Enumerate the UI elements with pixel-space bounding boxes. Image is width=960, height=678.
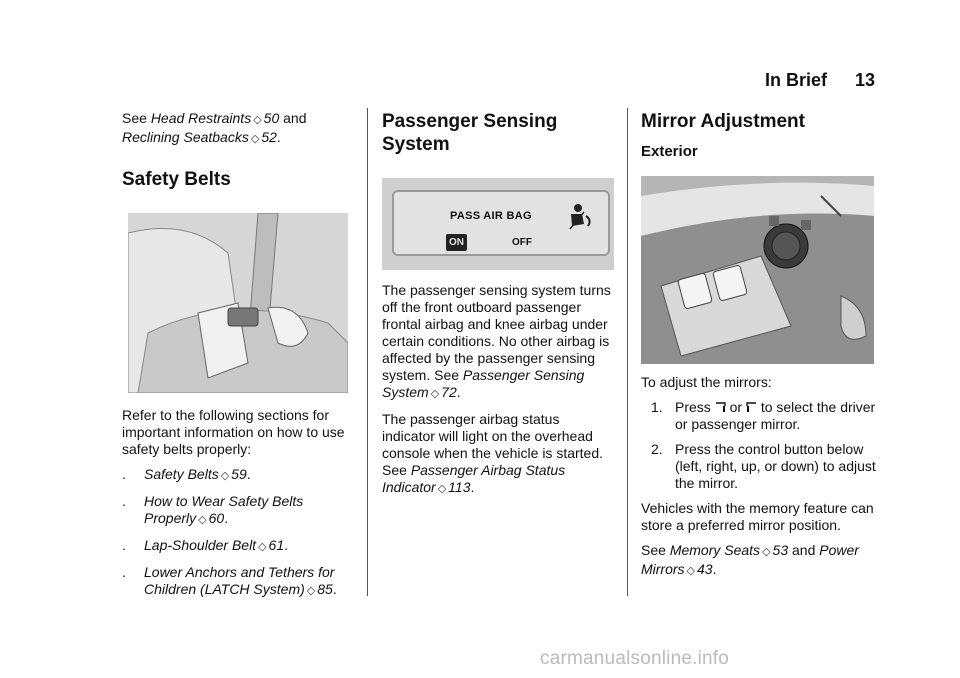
ref-link[interactable]: How to Wear Safety Belts Properly [144,493,304,526]
ref-link[interactable]: Safety Belts [144,466,219,482]
body-paragraph: Vehicles with the memory feature can store a preferred mirror position. [641,500,874,533]
page-ref-icon: ◇ [430,388,440,400]
page-ref-icon: ◇ [198,514,207,526]
panel-off-indicator: OFF [512,237,532,248]
section-title: In Brief [764,70,827,90]
indicator-panel [392,190,610,256]
instruction-text: To adjust the mirrors: [641,374,772,390]
page-ref-icon: ◇ [220,470,230,482]
page-ref[interactable]: 60 [208,510,225,526]
ref-link[interactable]: Power Mirrors [641,542,859,577]
page-ref-icon: ◇ [250,133,260,145]
page-ref-icon: ◇ [762,546,771,558]
section-heading: Safety Belts [122,169,231,190]
page-ref-icon: ◇ [686,565,696,577]
list-item: . Lower Anchors and Tethers for Children (LATCH System) ◇ 85. [122,564,337,597]
page-ref[interactable]: 85 [317,581,333,597]
intro-paragraph: See Head Restraints ◇ 50 and Reclining Seatbacks ◇ 52. [122,110,307,145]
page-ref[interactable]: 59 [231,466,247,482]
page-ref-icon: ◇ [437,483,447,495]
column-safety-belts [122,110,354,600]
body-paragraph: See Memory Seats ◇ 53 and Power Mirrors ◇ 43. [641,542,859,577]
ref-link[interactable]: Passenger Airbag Status Indicator [382,462,566,495]
page-ref[interactable]: 113 [448,479,471,495]
page-ref-icon: ◇ [258,541,267,553]
page-ref-icon: ◇ [253,114,262,126]
mirror-control-illustration [641,176,874,364]
page-ref[interactable]: 50 [263,110,280,126]
list-item: . Lap-Shoulder Belt ◇ 61. [122,537,289,553]
page-ref-icon: ◇ [306,585,316,597]
airbag-passenger-icon [566,202,596,236]
panel-label: PASS AIR BAG [450,210,532,222]
list-item: . Safety Belts ◇ 59. [122,466,251,482]
ref-link[interactable]: Reclining Seatbacks [122,129,249,145]
column-passenger-sensing [382,110,615,498]
page-number: 13 [854,70,875,90]
page-ref[interactable]: 53 [772,542,789,558]
page-ref[interactable]: 43 [697,561,713,577]
safety-belt-illustration [128,213,348,393]
sub-heading: Exterior [641,143,698,160]
list-item: 2. Press the control button below (left, right, up, or down) to adjust the mirror. [651,441,876,491]
body-paragraph: The passenger sensing system turns off the front outboard passenger frontal airbag and knee airbag under certain conditions. No other airbag is affected by the passenger sensing system. See Passenger Sensing System ◇ 72. [382,282,611,400]
left-mirror-icon [715,401,726,413]
column-divider [627,108,628,596]
list-item: 1. Press or to select the driver or passenger mirror. [651,399,876,432]
column-divider [367,108,368,596]
ref-link[interactable]: Head Restraints [150,110,252,126]
ref-link[interactable]: Lower Anchors and Tethers for Children (LATCH System) [144,564,335,597]
page-ref[interactable]: 72 [441,384,457,400]
section-heading: Passenger Sensing System [382,111,558,155]
section-heading: Mirror Adjustment [641,111,805,132]
body-paragraph: Refer to the following sections for important information on how to use safety belts properly: [122,407,345,457]
list-item: . How to Wear Safety Belts Properly ◇ 60. [122,493,304,526]
column-mirror-adjustment [641,110,881,580]
page-ref[interactable]: 52 [261,129,277,145]
ref-link[interactable]: Memory Seats [669,542,761,558]
body-paragraph: The passenger airbag status indicator will light on the overhead console when the vehicle is started. See Passenger Airbag Status Indicator ◇ 113. [382,411,604,495]
airbag-indicator-illustration [382,178,614,270]
ref-link[interactable]: Lap-Shoulder Belt [144,537,257,553]
watermark: carmanualsonline.info [540,648,730,669]
page-ref[interactable]: 61 [268,537,285,553]
page-header [765,70,875,91]
right-mirror-icon [746,401,757,413]
ref-link[interactable]: Passenger Sensing System [382,367,585,400]
panel-on-indicator: ON [446,234,467,251]
